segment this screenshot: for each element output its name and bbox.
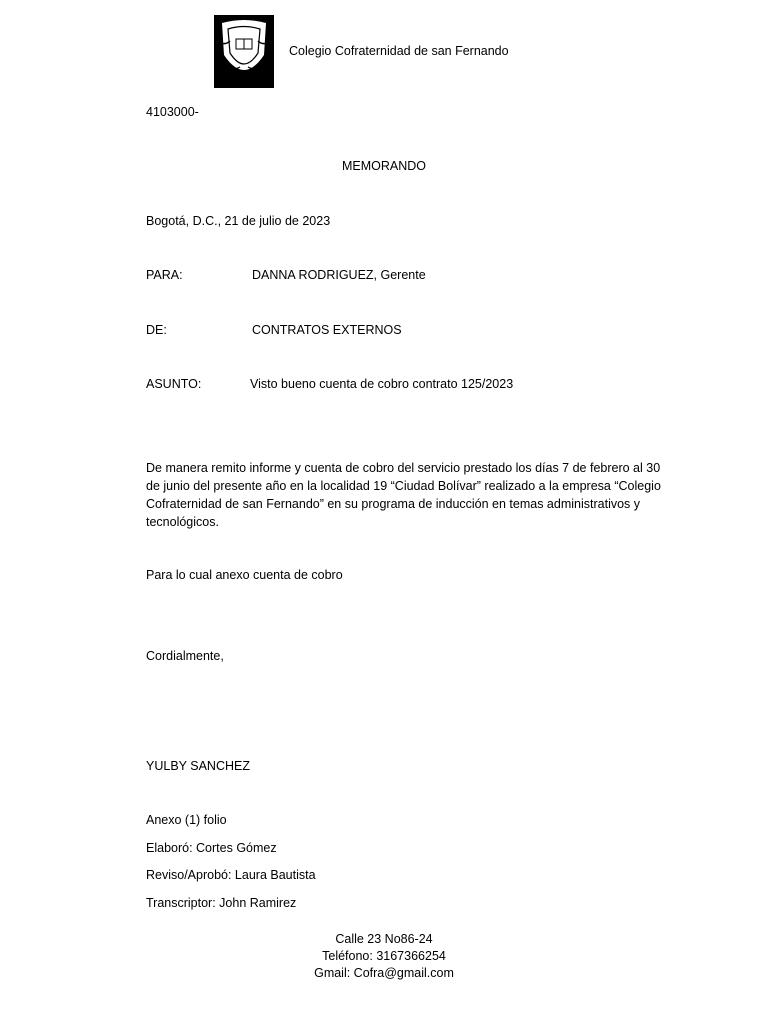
asunto-value: Visto bueno cuenta de cobro contrato 125/2023 xyxy=(250,377,514,391)
asunto-label: ASUNTO: xyxy=(146,377,202,391)
salutation: Cordialmente, xyxy=(146,649,224,663)
annex-folio: Anexo (1) folio xyxy=(146,813,227,827)
footer-address: Calle 23 No86-24 xyxy=(335,932,433,946)
reviso-line: Reviso/Aprobó: Laura Bautista xyxy=(146,868,316,882)
footer-phone: Teléfono: 3167366254 xyxy=(322,949,446,963)
para-value: DANNA RODRIGUEZ, Gerente xyxy=(252,268,426,282)
body-paragraph: De manera remito informe y cuenta de cobro del servicio prestado los días 7 de febrero al 30 de junio del presente año en la localidad 19 “Ciudad Bolívar” realizado a la empresa “Colegio Cofraternidad de san Fernando” en su programa de inducción en temas administrativos y tecnológicos. xyxy=(146,461,661,529)
date-line: Bogotá, D.C., 21 de julio de 2023 xyxy=(146,214,331,228)
de-label: DE: xyxy=(146,323,167,337)
school-logo xyxy=(214,15,274,88)
annex-line: Para lo cual anexo cuenta de cobro xyxy=(146,568,343,582)
elaboro-line: Elaboró: Cortes Gómez xyxy=(146,841,277,855)
footer-contact xyxy=(0,931,768,982)
reference-number: 4103000- xyxy=(146,105,199,119)
footer-email: Gmail: Cofra@gmail.com xyxy=(314,966,454,980)
de-value: CONTRATOS EXTERNOS xyxy=(252,323,402,337)
transcriptor-line: Transcriptor: John Ramirez xyxy=(146,896,297,910)
para-label: PARA: xyxy=(146,268,183,282)
document-title: MEMORANDO xyxy=(341,159,427,173)
school-name: Colegio Cofraternidad de san Fernando xyxy=(289,44,509,58)
signer-name: YULBY SANCHEZ xyxy=(146,759,250,773)
